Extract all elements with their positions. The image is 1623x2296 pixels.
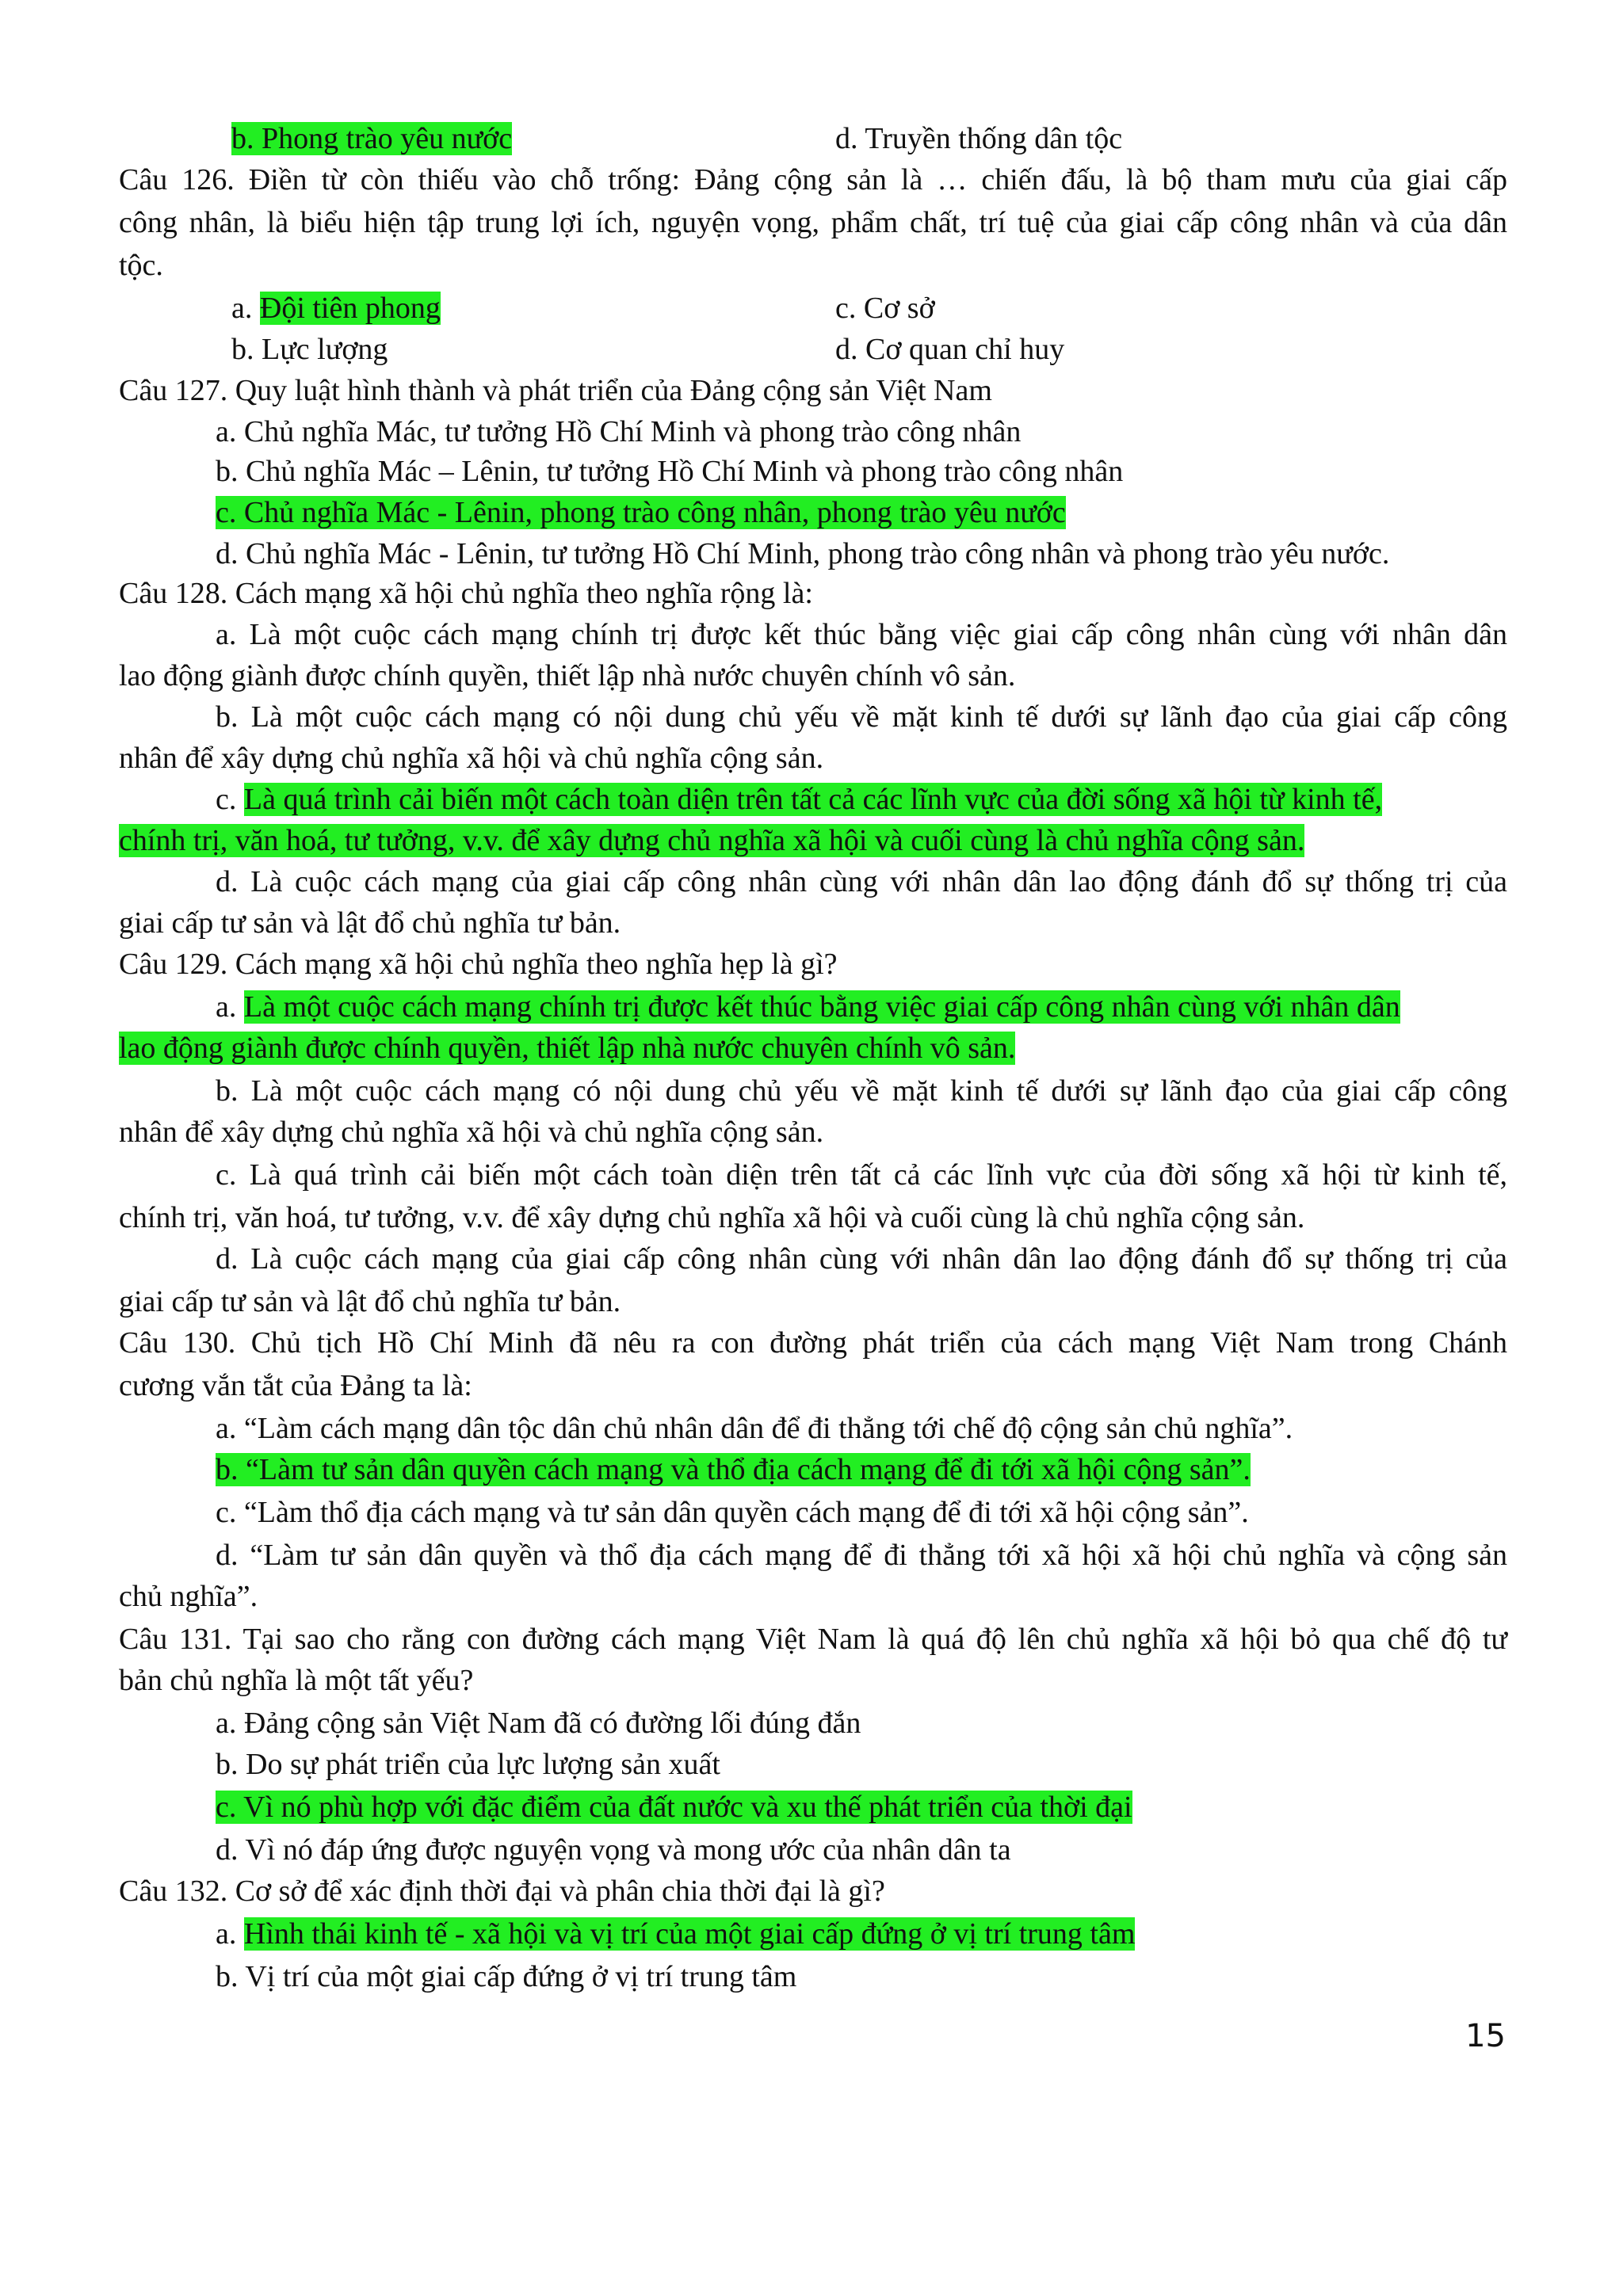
question-line: Câu 129. Cách mạng xã hội chủ nghĩa theo nghĩa hẹp là gì? (119, 948, 838, 981)
answer-line: a. Chủ nghĩa Mác, tư tưởng Hồ Chí Minh và phong trào công nhân (216, 415, 1022, 448)
highlighted-answer: Là quá trình cải biến một cách toàn diện trên tất cả các lĩnh vực của đời sống xã hội từ kinh tế, (243, 783, 1383, 816)
answer-line: b. Do sự phát triển của lực lượng sản xuất (216, 1748, 720, 1781)
question-line: cương vắn tắt của Đảng ta là: (119, 1369, 472, 1402)
answer-line: a. Là một cuộc cách mạng chính trị được kết thúc bằng việc giai cấp công nhân cùng với nhân dân (216, 618, 1507, 651)
answer-line: lao động giành được chính quyền, thiết lập nhà nước chuyên chính vô sản. (119, 659, 1016, 692)
answer-line: b. Là một cuộc cách mạng có nội dung chủ yếu về mặt kinh tế dưới sự lãnh đạo của giai cấp công (216, 1074, 1507, 1108)
answer-line (216, 1786, 1132, 1829)
question-line: Câu 130. Chủ tịch Hồ Chí Minh đã nêu ra con đường phát triển của cách mạng Việt Nam trong Chánh (119, 1326, 1507, 1360)
answer-label: a. (216, 1917, 244, 1951)
highlighted-answer: Hình thái kinh tế - xã hội và vị trí của một giai cấp đứng ở vị trí trung tâm (243, 1917, 1136, 1951)
question-line: bản chủ nghĩa là một tất yếu? (119, 1664, 474, 1697)
answer-line (216, 986, 1400, 1028)
highlighted-answer: b. “Làm tư sản dân quyền cách mạng và thổ địa cách mạng để đi tới xã hội cộng sản”. (216, 1453, 1251, 1486)
answer-label: a. (216, 990, 244, 1024)
question-line: công nhân, là biểu hiện tập trung lợi ích, nguyện vọng, phẩm chất, trí tuệ của giai cấp công nhân và của dân (119, 206, 1507, 239)
highlighted-answer: Đội tiên phong (259, 292, 441, 325)
question-line: Câu 131. Tại sao cho rằng con đường cách mạng Việt Nam là quá độ lên chủ nghĩa xã hội bỏ qua chế độ tư (119, 1623, 1507, 1656)
answer-line: nhân để xây dựng chủ nghĩa xã hội và chủ nghĩa cộng sản. (119, 742, 824, 775)
question-line: Câu 128. Cách mạng xã hội chủ nghĩa theo nghĩa rộng là: (119, 577, 813, 610)
answer-line (119, 1027, 1015, 1070)
page-number: 15 (1465, 2018, 1506, 2054)
answer-line (216, 778, 1382, 821)
answer-line: d. Là cuộc cách mạng của giai cấp công nhân cùng với nhân dân lao động đánh đổ sự thống trị của (216, 1242, 1507, 1276)
answer-line: d. Vì nó đáp ứng được nguyện vọng và mong ước của nhân dân ta (216, 1833, 1011, 1867)
highlighted-answer: b. Phong trào yêu nước (231, 122, 513, 155)
answer-line: a. “Làm cách mạng dân tộc dân chủ nhân dân để đi thẳng tới chế độ cộng sản chủ nghĩa”. (216, 1412, 1293, 1445)
answer-line: chính trị, văn hoá, tư tưởng, v.v. để xây dựng chủ nghĩa xã hội và cuối cùng là chủ nghĩa cộng sản. (119, 1201, 1305, 1234)
answer-line: d. “Làm tư sản dân quyền và thổ địa cách mạng để đi thẳng tới xã hội xã hội chủ nghĩa và cộng sản (216, 1539, 1507, 1572)
answer-line: b. Lực lượng (231, 333, 388, 366)
highlighted-answer: lao động giành được chính quyền, thiết lập nhà nước chuyên chính vô sản. (119, 1032, 1016, 1065)
answer-line: c. “Làm thổ địa cách mạng và tư sản dân quyền cách mạng để đi tới xã hội cộng sản”. (216, 1496, 1249, 1529)
answer-label: a. (231, 292, 260, 325)
answer-line: chủ nghĩa”. (119, 1580, 258, 1613)
answer-line: c. Cơ sở (835, 292, 935, 325)
answer-line: a. Đảng cộng sản Việt Nam đã có đường lối đúng đắn (216, 1707, 861, 1740)
highlighted-answer: Là một cuộc cách mạng chính trị được kết thúc bằng việc giai cấp công nhân cùng với nhân dân (243, 990, 1400, 1024)
answer-line: d. Truyền thống dân tộc (835, 122, 1123, 155)
answer-line (231, 117, 512, 160)
answer-line: b. Vị trí của một giai cấp đứng ở vị trí trung tâm (216, 1960, 797, 1993)
answer-line: b. Là một cuộc cách mạng có nội dung chủ yếu về mặt kinh tế dưới sự lãnh đạo của giai cấp công (216, 700, 1507, 734)
answer-line: giai cấp tư sản và lật đổ chủ nghĩa tư bản. (119, 906, 621, 940)
answer-label: c. (216, 783, 244, 816)
highlighted-answer: c. Chủ nghĩa Mác - Lênin, phong trào công nhân, phong trào yêu nước (216, 496, 1066, 529)
answer-line: d. Chủ nghĩa Mác - Lênin, tư tưởng Hồ Chí Minh, phong trào công nhân và phong trào yêu nước. (216, 537, 1390, 570)
question-line: Câu 132. Cơ sở để xác định thời đại và phân chia thời đại là gì? (119, 1875, 885, 1908)
answer-line: d. Là cuộc cách mạng của giai cấp công nhân cùng với nhân dân lao động đánh đổ sự thống trị của (216, 865, 1507, 898)
question-line: Câu 126. Điền từ còn thiếu vào chỗ trống: Đảng cộng sản là … chiến đấu, là bộ tham mưu của giai cấp (119, 163, 1507, 196)
answer-line: giai cấp tư sản và lật đổ chủ nghĩa tư bản. (119, 1285, 621, 1318)
answer-line: b. Chủ nghĩa Mác – Lênin, tư tưởng Hồ Chí Minh và phong trào công nhân (216, 455, 1124, 488)
question-line: Câu 127. Quy luật hình thành và phát triển của Đảng cộng sản Việt Nam (119, 374, 992, 407)
answer-line (216, 491, 1066, 534)
answer-line (216, 1913, 1135, 1955)
highlighted-answer: c. Vì nó phù hợp với đặc điểm của đất nước và xu thế phát triển của thời đại (216, 1791, 1132, 1824)
highlighted-answer: chính trị, văn hoá, tư tưởng, v.v. để xây dựng chủ nghĩa xã hội và cuối cùng là chủ nghĩa cộng sản. (119, 824, 1305, 857)
answer-line (216, 1448, 1251, 1491)
answer-line: nhân để xây dựng chủ nghĩa xã hội và chủ nghĩa cộng sản. (119, 1116, 824, 1149)
answer-line (231, 287, 441, 330)
question-line: tộc. (119, 249, 163, 282)
answer-line: c. Là quá trình cải biến một cách toàn diện trên tất cả các lĩnh vực của đời sống xã hội từ kinh tế, (216, 1158, 1507, 1192)
answer-line: d. Cơ quan chỉ huy (835, 333, 1065, 366)
answer-line (119, 819, 1304, 862)
